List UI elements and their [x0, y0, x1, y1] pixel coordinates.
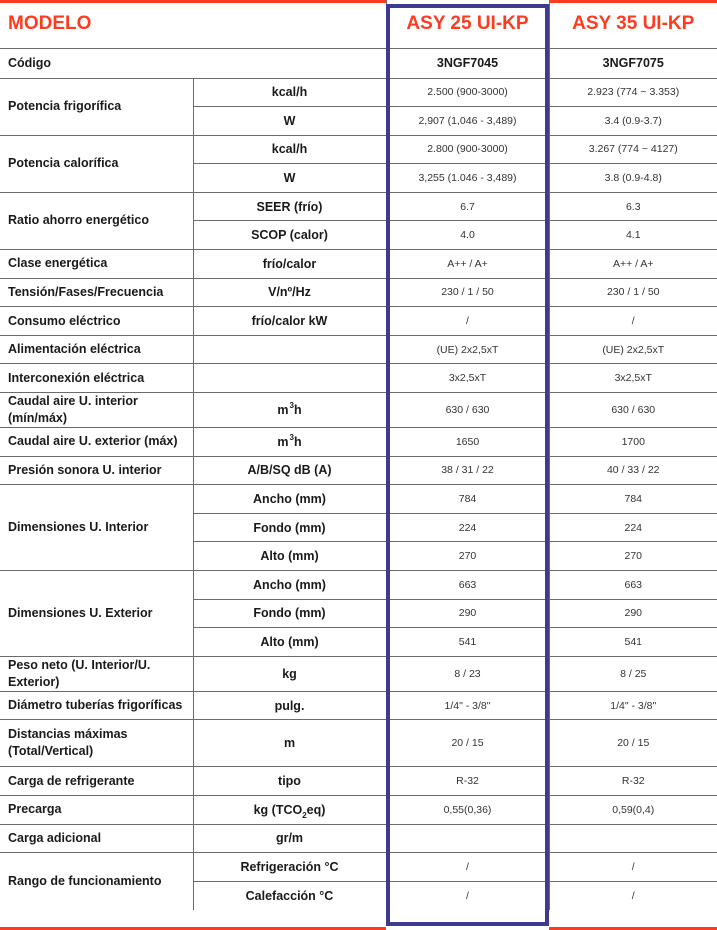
unit-superscript: 3 — [289, 432, 294, 442]
unit-subscript: 2 — [302, 810, 307, 820]
cell-value: / — [386, 881, 549, 910]
unit-base: m — [277, 434, 289, 449]
cell-value: / — [549, 307, 717, 336]
row-label: Caudal aire U. interior (mín/máx) — [0, 393, 193, 428]
cell-value: / — [386, 853, 549, 882]
table-row — [0, 393, 717, 428]
cell-value: 3x2,5xT — [386, 364, 549, 393]
cell-value: 8 / 23 — [386, 656, 549, 691]
cell-value: 2,907 (1,046 - 3,489) — [386, 107, 549, 136]
cell-value: R-32 — [549, 767, 717, 796]
unit-tail: h — [293, 434, 302, 449]
table-row — [0, 691, 717, 720]
cell-value: 0,59(0,4) — [549, 795, 717, 824]
table-row — [0, 250, 717, 279]
row-label: Tensión/Fases/Frecuencia — [0, 278, 193, 307]
table-row — [0, 278, 717, 307]
unit-label: Fondo (mm) — [193, 513, 386, 542]
unit-label: kcal/h — [193, 78, 386, 107]
unit-label: gr/m — [193, 824, 386, 853]
cell-value: A++ / A+ — [386, 250, 549, 279]
cell-value: R-32 — [386, 767, 549, 796]
row-label: Precarga — [0, 795, 193, 824]
cell-value: 3x2,5xT — [549, 364, 717, 393]
unit-tail: h — [293, 403, 302, 418]
row-label: Clase energética — [0, 250, 193, 279]
row-label: Código — [0, 48, 386, 78]
cell-value: 3.4 (0.9-3.7) — [549, 107, 717, 136]
unit-label: kg — [193, 656, 386, 691]
cell-value: 20 / 15 — [386, 720, 549, 767]
cell-value: 3NGF7075 — [549, 48, 717, 78]
cell-value: / — [549, 881, 717, 910]
cell-value: 1/4" - 3/8" — [549, 691, 717, 720]
cell-value: 3NGF7045 — [386, 48, 549, 78]
cell-value: 541 — [386, 628, 549, 657]
row-label: Presión sonora U. interior — [0, 456, 193, 485]
unit-label: Alto (mm) — [193, 542, 386, 571]
row-label: Distancias máximas (Total/Vertical) — [0, 720, 193, 767]
cell-value: 20 / 15 — [549, 720, 717, 767]
unit-label — [193, 795, 386, 824]
row-label: Potencia frigorífica — [0, 78, 193, 135]
cell-value: 230 / 1 / 50 — [386, 278, 549, 307]
table-row — [0, 656, 717, 691]
unit-label: Calefacción °C — [193, 881, 386, 910]
unit-label — [193, 335, 386, 364]
unit-label: frío/calor — [193, 250, 386, 279]
unit-label: SEER (frío) — [193, 192, 386, 221]
unit-label: kcal/h — [193, 135, 386, 164]
cell-value: 6.7 — [386, 192, 549, 221]
row-label: Dimensiones U. Interior — [0, 485, 193, 571]
cell-value: 38 / 31 / 22 — [386, 456, 549, 485]
cell-value: 224 — [386, 513, 549, 542]
unit-label: pulg. — [193, 691, 386, 720]
table-row — [0, 795, 717, 824]
table-row — [0, 571, 717, 600]
cell-value: 663 — [549, 571, 717, 600]
unit-label: Fondo (mm) — [193, 599, 386, 628]
cell-value: A++ / A+ — [549, 250, 717, 279]
unit-label: frío/calor kW — [193, 307, 386, 336]
table-row — [0, 192, 717, 221]
row-label: Diámetro tuberías frigoríficas — [0, 691, 193, 720]
table-row — [0, 767, 717, 796]
row-label: Carga de refrigerante — [0, 767, 193, 796]
unit-base: kg (TCO — [253, 802, 303, 817]
cell-value: 6.3 — [549, 192, 717, 221]
modelo-header — [0, 0, 386, 48]
unit-superscript: 3 — [289, 401, 294, 411]
cell-value: 1/4" - 3/8" — [386, 691, 549, 720]
unit-label: SCOP (calor) — [193, 221, 386, 250]
cell-value: 3.267 (774 ~ 4127) — [549, 135, 717, 164]
table-row — [0, 428, 717, 457]
cell-value — [549, 824, 717, 853]
modelo-label: MODELO — [8, 12, 92, 34]
cell-value: / — [549, 853, 717, 882]
unit-label: tipo — [193, 767, 386, 796]
row-label: Peso neto (U. Interior/U. Exterior) — [0, 656, 193, 691]
cell-value: 784 — [549, 485, 717, 514]
cell-value: 230 / 1 / 50 — [549, 278, 717, 307]
cell-value: (UE) 2x2,5xT — [549, 335, 717, 364]
row-label: Caudal aire U. exterior (máx) — [0, 428, 193, 457]
table-header-row — [0, 0, 717, 48]
unit-label: m — [193, 720, 386, 767]
table-row — [0, 78, 717, 107]
cell-value: 2.923 (774 ~ 3.353) — [549, 78, 717, 107]
cell-value: 2.500 (900-3000) — [386, 78, 549, 107]
table-row — [0, 48, 717, 78]
cell-value: 784 — [386, 485, 549, 514]
cell-value: 40 / 33 / 22 — [549, 456, 717, 485]
cell-value: 8 / 25 — [549, 656, 717, 691]
cell-value: 3,255 (1.046 - 3,489) — [386, 164, 549, 193]
cell-value: 224 — [549, 513, 717, 542]
cell-value: 2.800 (900-3000) — [386, 135, 549, 164]
cell-value: 1650 — [386, 428, 549, 457]
cell-value: 630 / 630 — [386, 393, 549, 428]
cell-value: 3.8 (0.9-4.8) — [549, 164, 717, 193]
cell-value: 290 — [386, 599, 549, 628]
unit-label: A/B/SQ dB (A) — [193, 456, 386, 485]
table-row — [0, 364, 717, 393]
cell-value: 1700 — [549, 428, 717, 457]
unit-label — [193, 393, 386, 428]
row-label: Carga adicional — [0, 824, 193, 853]
unit-label: V/nº/Hz — [193, 278, 386, 307]
cell-value: 663 — [386, 571, 549, 600]
cell-value: 4.1 — [549, 221, 717, 250]
row-label: Interconexión eléctrica — [0, 364, 193, 393]
top-accent-line-left — [0, 0, 386, 3]
table-row — [0, 720, 717, 767]
cell-value: 290 — [549, 599, 717, 628]
row-label: Alimentación eléctrica — [0, 335, 193, 364]
row-label: Rango de funcionamiento — [0, 853, 193, 910]
model-a-name: ASY 25 UI-KP — [406, 12, 529, 34]
unit-base: m — [277, 403, 289, 418]
cell-value: 4.0 — [386, 221, 549, 250]
unit-label: W — [193, 107, 386, 136]
model-a-header — [386, 0, 549, 48]
cell-value: 541 — [549, 628, 717, 657]
unit-label: Alto (mm) — [193, 628, 386, 657]
cell-value: 270 — [549, 542, 717, 571]
model-b-name: ASY 35 UI-KP — [572, 12, 695, 34]
cell-value: 0,55(0,36) — [386, 795, 549, 824]
model-b-header — [549, 0, 717, 48]
top-accent-line-right — [549, 0, 717, 3]
unit-tail: eq) — [306, 802, 326, 817]
unit-label — [193, 364, 386, 393]
unit-label — [193, 428, 386, 457]
cell-value: 270 — [386, 542, 549, 571]
row-label: Consumo eléctrico — [0, 307, 193, 336]
row-label: Dimensiones U. Exterior — [0, 571, 193, 657]
table-row — [0, 307, 717, 336]
table-row — [0, 485, 717, 514]
table-row — [0, 853, 717, 882]
table-row — [0, 335, 717, 364]
unit-label: Refrigeración °C — [193, 853, 386, 882]
cell-value: 630 / 630 — [549, 393, 717, 428]
cell-value: / — [386, 307, 549, 336]
table-row — [0, 135, 717, 164]
unit-label: Ancho (mm) — [193, 571, 386, 600]
row-label: Potencia calorífica — [0, 135, 193, 192]
row-label: Ratio ahorro energético — [0, 192, 193, 249]
table-row — [0, 456, 717, 485]
cell-value — [386, 824, 549, 853]
unit-label: Ancho (mm) — [193, 485, 386, 514]
cell-value: (UE) 2x2,5xT — [386, 335, 549, 364]
table-row — [0, 824, 717, 853]
unit-label: W — [193, 164, 386, 193]
